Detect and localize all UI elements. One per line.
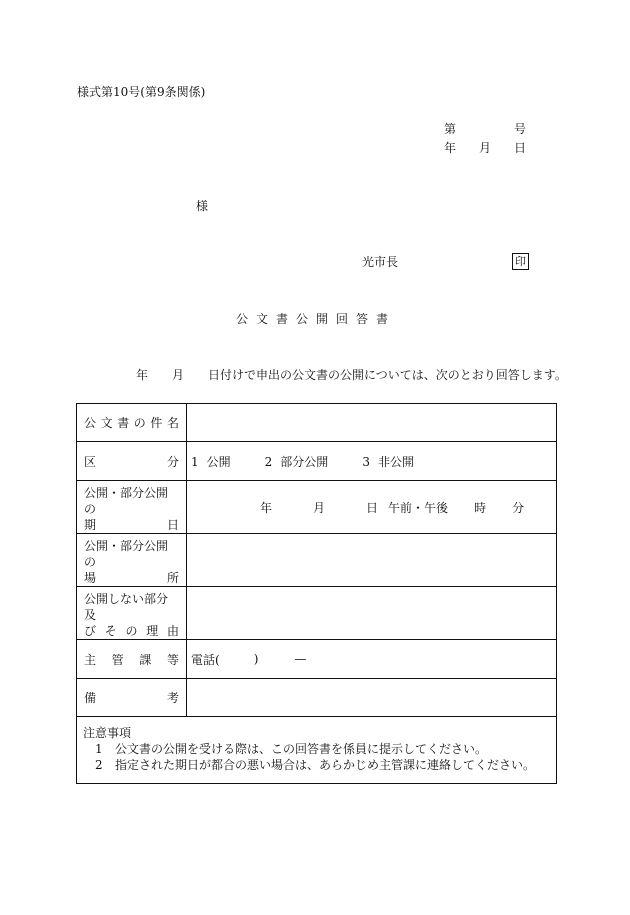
response-table <box>76 403 557 784</box>
lead-rest: 日付けで申出の公文書の公開については、次のとおり回答します。 <box>208 368 567 382</box>
label-document-name: 公 文 書 の 件 名 <box>77 404 187 442</box>
table-row-disclosure-place <box>77 534 557 587</box>
field-day: 日 <box>366 500 379 515</box>
label-nondisclosure-reason: 公開しない部分及 び そ の 理 由 <box>77 587 187 640</box>
table-row-disclosure-date <box>77 481 557 534</box>
document-number <box>444 123 526 135</box>
seal-mark: 印 <box>512 253 529 270</box>
table-row-notes <box>77 717 557 784</box>
value-document-name[interactable] <box>187 404 557 442</box>
option-public[interactable]: 1 公開 <box>191 454 231 469</box>
value-disclosure-place[interactable] <box>187 534 557 587</box>
option-partial-public[interactable]: 2 部分公開 <box>264 454 329 469</box>
table-row-department <box>77 640 557 679</box>
phone-prefix: 電話( <box>191 652 220 667</box>
notes-heading: 注意事項 <box>83 726 132 740</box>
value-department[interactable] <box>187 640 557 679</box>
field-ampm: 午前・午後 <box>388 500 449 515</box>
document-title: 公文書公開回答書 <box>236 312 397 326</box>
issuer: 光市長 <box>362 255 399 269</box>
table-row-category <box>77 442 557 481</box>
label-department: 主 管 課 等 <box>77 640 187 679</box>
phone-close: ) <box>253 652 259 666</box>
doc-no-suffix: 号 <box>513 122 526 136</box>
field-minute: 分 <box>512 500 525 515</box>
field-hour: 時 <box>474 500 487 515</box>
field-year: 年 <box>260 500 273 515</box>
lead-sentence <box>136 369 567 381</box>
date-day: 日 <box>513 141 526 155</box>
label-remarks: 備 考 <box>77 679 187 717</box>
doc-no-prefix: 第 <box>444 122 457 136</box>
table-row-nondisclosure-reason <box>77 587 557 640</box>
value-disclosure-date[interactable] <box>187 481 557 534</box>
notes-section <box>77 717 557 784</box>
lead-year: 年 <box>136 368 149 382</box>
field-month: 月 <box>313 500 326 515</box>
label-disclosure-date: 公開・部分公開の 期 日 <box>77 481 187 534</box>
option-non-public[interactable]: 3 非公開 <box>362 454 414 469</box>
date-month: 月 <box>478 141 491 155</box>
value-remarks[interactable] <box>187 679 557 717</box>
date-year: 年 <box>444 141 457 155</box>
addressee: 様 <box>196 199 209 213</box>
form-number: 様式第10号(第9条関係) <box>77 85 206 99</box>
issue-date <box>444 142 526 154</box>
lead-month: 月 <box>172 368 185 382</box>
phone-dash: — <box>294 652 307 666</box>
value-nondisclosure-reason[interactable] <box>187 587 557 640</box>
note-item: 1 公文書の公開を受ける際は、この回答書を係員に提示してください。 <box>95 742 488 756</box>
note-item: 2 指定された期日が都合の悪い場合は、あらかじめ主管課に連絡してください。 <box>95 758 536 772</box>
label-category: 区 分 <box>77 442 187 481</box>
label-disclosure-place: 公開・部分公開の 場 所 <box>77 534 187 587</box>
table-row-remarks <box>77 679 557 717</box>
value-category <box>187 442 557 481</box>
table-row-document-name <box>77 404 557 442</box>
